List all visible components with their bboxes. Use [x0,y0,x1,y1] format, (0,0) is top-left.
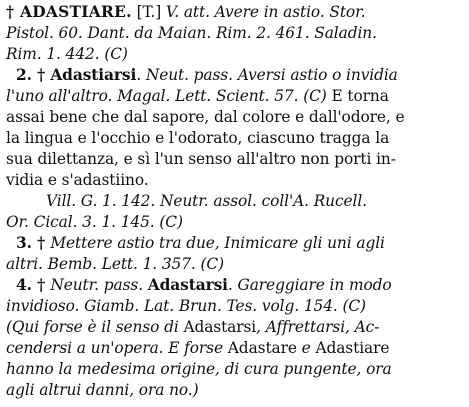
subheadword: Adastarsi [147,276,228,294]
quotation-text: assai bene che dal sapore, dal colore e dall'odore, e [6,108,405,126]
citation-text: Or. Cical. 3. 1. 145. (C) [6,213,183,231]
citation-text: Rim. 1. 442. (C) [6,45,128,63]
dictionary-entry [6,2,464,401]
sense-number: 4. † [16,276,51,294]
entry-line-6 [6,107,464,128]
entry-line-11 [6,212,464,233]
entry-line-10 [6,191,464,212]
citation-text: invidioso. Giamb. Lat. Brun. Tes. volg. 154. (C) [6,297,366,315]
citation-text: altri. Bemb. Lett. 1. 357. (C) [6,255,225,273]
definition-text: Neut. pass. Aversi astio o invidia [145,66,398,84]
citation-text: l'uno all'altro. Magal. Lett. Scient. 57. (C) [6,87,327,105]
source-tag: [T.] [131,3,166,21]
sense-number: 2. † [16,66,51,84]
note-text: cendersi a un'opera. E forse [6,339,228,357]
entry-line-7 [6,128,464,149]
entry-line-19 [6,380,464,401]
grammar-label: Neutr. pass. [50,276,148,294]
citation-text: Pistol. 60. Dant. da Maian. Rim. 2. 461. Saladin. [6,24,377,42]
entry-line-4 [6,65,464,86]
definition-text: Mettere astio tra due, Inimicare gli uni agli [50,234,385,252]
entry-line-8 [6,149,464,170]
quotation-text: vidia e s'adastiino. [6,171,149,189]
entry-line-12 [6,233,464,254]
note-term: Adastarsi [183,318,257,336]
quotation-text: E torna [326,87,389,105]
definition-text: V. att. Avere in astio. Stor. [165,3,366,21]
entry-line-1 [6,2,464,23]
entry-line-9 [6,170,464,191]
entry-line-13 [6,254,464,275]
definition-text: Gareggiare in modo [237,276,392,294]
entry-line-5 [6,86,464,107]
entry-line-3 [6,44,464,65]
note-term: Adastare [227,339,297,357]
entry-line-2 [6,23,464,44]
quotation-text: sua dilettanza, e sì l'un senso all'altro non porti in- [6,150,396,168]
note-text: agli altrui danni, ora no.) [6,381,199,399]
entry-line-18 [6,359,464,380]
note-term: Adastiare [315,339,390,357]
entry-line-14 [6,275,464,296]
punctuation: . [136,66,146,84]
note-text: , Affrettarsi, Ac- [256,318,380,336]
punctuation: . [227,276,238,294]
subheadword: Adastiarsi [50,66,137,84]
entry-line-16 [6,317,464,338]
entry-line-15 [6,296,464,317]
note-text: hanno la medesima origine, di cura pungente, ora [6,360,392,378]
citation-text: Vill. G. 1. 142. Neutr. assol. coll'A. Rucell. [46,192,367,210]
sense-number: 3. † [16,234,51,252]
entry-line-17 [6,338,464,359]
quotation-text: la lingua e l'occhio e l'odorato, ciascuno tragga la [6,129,390,147]
headword: † ADASTIARE. [6,3,132,21]
note-text: e [296,339,316,357]
note-text: (Qui forse è il senso di [6,318,184,336]
